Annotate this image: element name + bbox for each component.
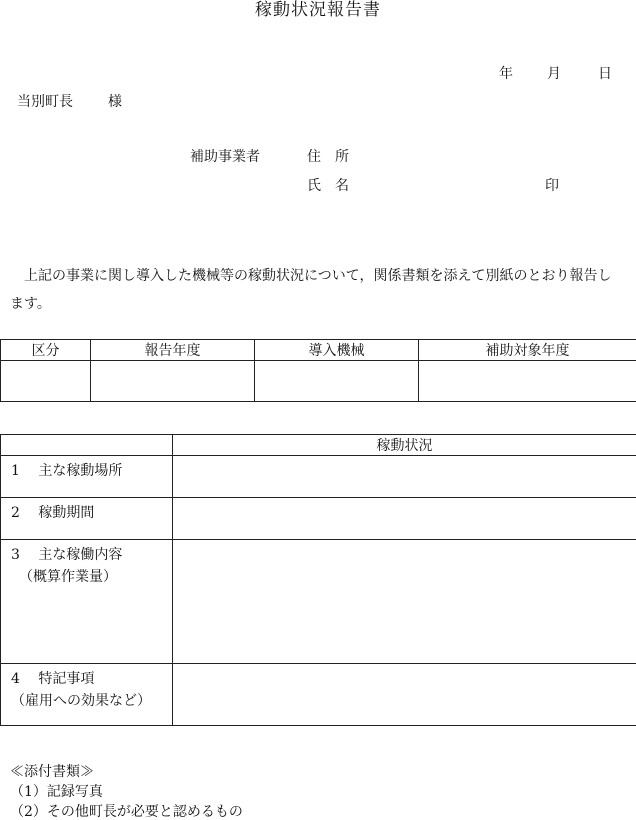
row-label-text: 2 稼動期間 [11,505,94,521]
date-month-label: 月 [547,67,561,81]
row-label-content [1,540,173,664]
operation-status-table [0,434,636,726]
row-sublabel-text: （概算作業量） [11,566,172,588]
header-report-year: 報告年度 [91,340,255,361]
table-row [1,540,636,664]
body-paragraph: 上記の事業に関し導入した機械等の稼動状況について，関係書類を添えて別紙のとおり報告します。 [10,262,622,318]
machine-info-table [0,339,636,402]
seal-mark: 印 [545,179,559,193]
row-label-text: 1 主な稼動場所 [11,463,122,479]
address-label: 住 所 [307,150,349,164]
header-empty [1,435,173,456]
header-operation-status: 稼動状況 [173,435,636,456]
applicant-label: 補助事業者 [190,150,260,164]
header-category: 区分 [1,340,91,361]
header-subsidy-year: 補助対象年度 [419,340,636,361]
addressee-name: 当別町長 [17,95,73,109]
date-year-label: 年 [499,67,513,81]
row-label-text: 4 特記事項 [11,668,172,690]
attachments-title: ≪添付書類≫ [10,765,94,779]
table-header-row [1,435,636,456]
cell-subsidy-year[interactable] [419,361,636,402]
table-row [1,498,636,540]
date-day-label: 日 [598,67,612,81]
cell-content[interactable] [173,540,636,664]
cell-period[interactable] [173,498,636,540]
row-label-period [1,498,173,540]
table-row [1,664,636,726]
table-row [1,456,636,498]
header-machine: 導入機械 [255,340,419,361]
cell-notes[interactable] [173,664,636,726]
cell-location[interactable] [173,456,636,498]
cell-machine[interactable] [255,361,419,402]
row-label-text: 3 主な稼働内容 [11,544,172,566]
row-label-notes [1,664,173,726]
document-title: 稼動状況報告書 [0,2,636,19]
attachment-item: （1）記録写真 [10,785,103,799]
attachment-item: （2）その他町長が必要と認めるもの [10,805,243,819]
cell-report-year[interactable] [91,361,255,402]
name-label: 氏 名 [307,179,349,193]
row-label-location [1,456,173,498]
row-sublabel-text: （雇用への効果など） [11,690,172,712]
table-header-row [1,340,636,361]
table-row [1,361,636,402]
cell-category[interactable] [1,361,91,402]
addressee-honorific: 様 [108,95,122,109]
